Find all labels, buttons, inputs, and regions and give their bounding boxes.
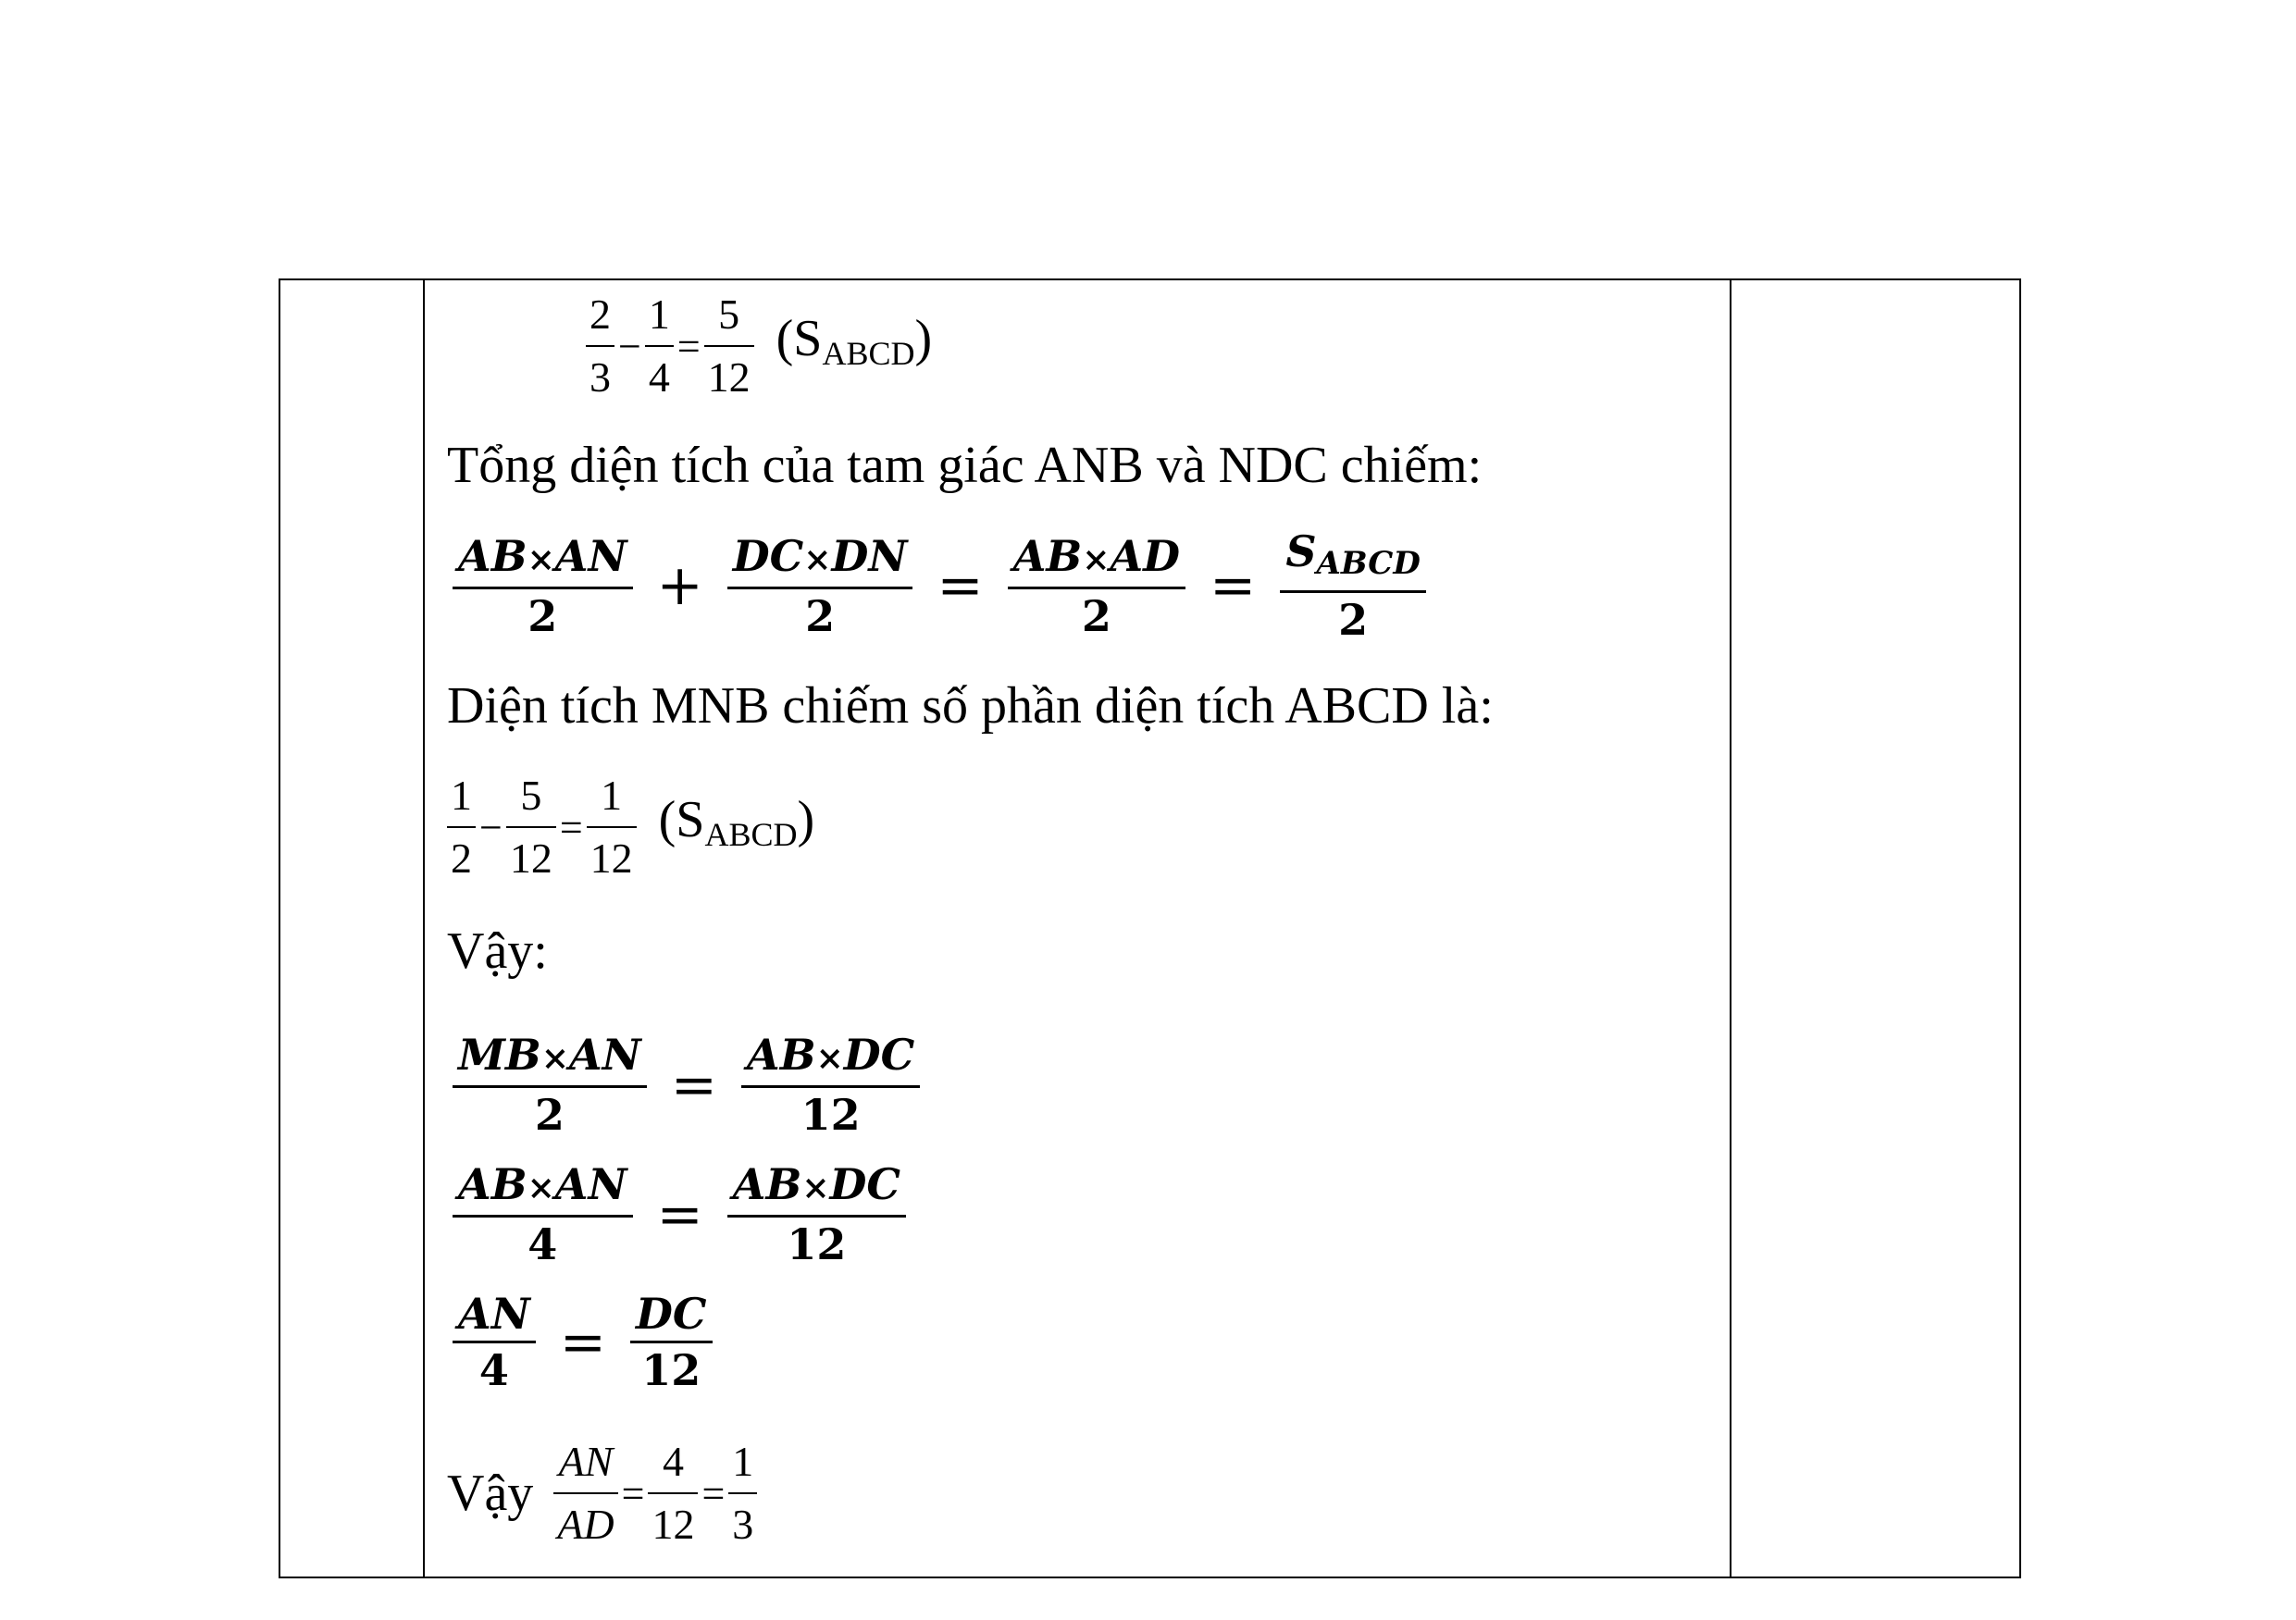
text-total-area: Tổng diện tích của tam giác ANB và NDC chiếm: xyxy=(447,437,1483,494)
equation-an-dc: $\frac{AN}{4}$ = $\frac{DC}{12}$ xyxy=(453,1291,713,1393)
equation-ab-an: $\frac{AB\times AN}{4}$ = $\frac{AB\times DC}{12}$ xyxy=(453,1161,906,1268)
equation-mb-an: $\frac{MB\times AN}{2}$ = $\frac{AB\times DC}{12}$ xyxy=(453,1032,920,1138)
solution-cell xyxy=(280,280,2019,1577)
text-mnb-area: Diện tích MNB chiếm số phần diện tích ABCD là: xyxy=(447,677,1494,735)
text-therefore: Vậy: xyxy=(447,922,548,980)
equation-fraction-difference-1: $\frac{2}{3}$ − $\frac{1}{4}$ = $\frac{5}{12}$ $(S_{ABCD})$ xyxy=(586,290,932,402)
solution-table xyxy=(279,278,2021,1578)
equation-area-sum: $\frac{AB\times AN}{2}$ + $\frac{DC\times DN}{2}$ = $\frac{AB\times AD}{2}$ = $\frac{\text{SABCD}}{2}$ xyxy=(453,528,1426,643)
equation-fraction-difference-2: $\frac{1}{2}$ − $\frac{5}{12}$ = $\frac{1}{12}$ $(S_{ABCD})$ xyxy=(447,771,814,884)
equation-final-ratio: Vậy $\frac{AN}{AD}$ = $\frac{4}{12}$ = $\frac{1}{3}$ xyxy=(447,1437,757,1550)
